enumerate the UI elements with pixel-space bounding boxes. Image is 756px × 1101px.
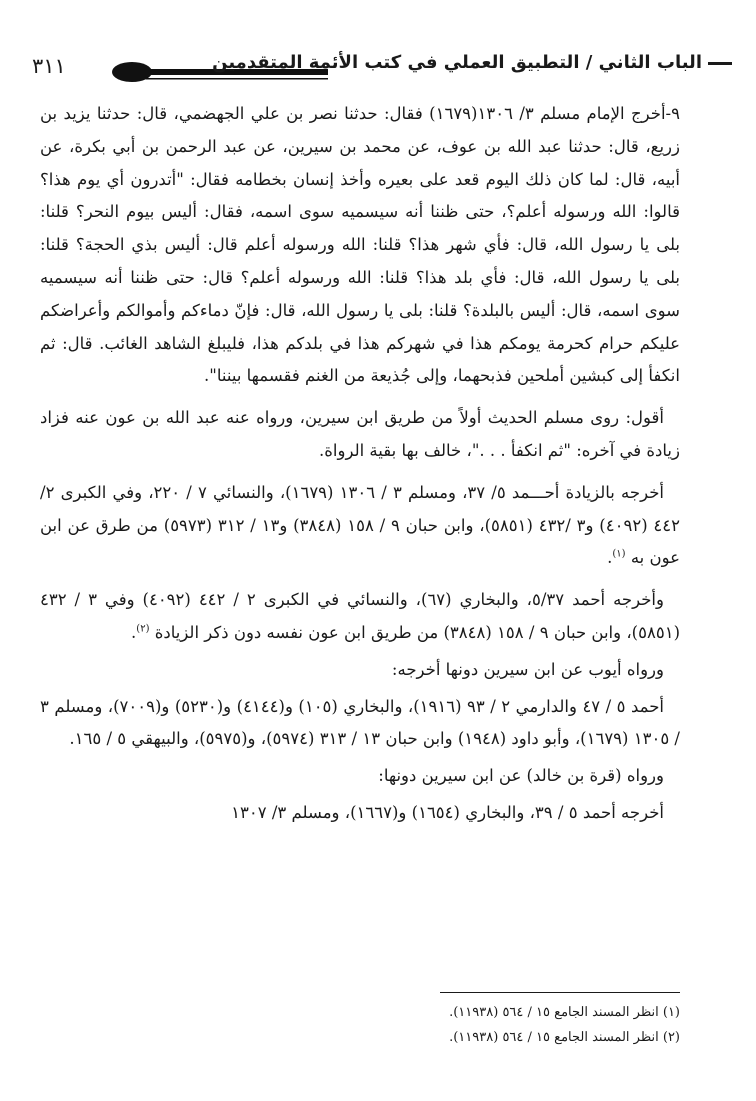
running-header [22, 46, 732, 94]
takhrij-without-addition-tail: . [131, 622, 137, 642]
takhrij-with-addition [40, 477, 680, 575]
takhrij-without-addition-text: وأخرجه أحمد ٥/٣٧، والبخاري (٦٧)، والنسائي في الكبرى ٢ / ٤٤٢ (٤٠٩٢) وفي ٣ / ٤٣٢ (٥٨٥١)، وابن حبان ٩ / ١٥٨ (٣٨٤٨) من طريق ابن عون نفسه دون ذكر الزيادة [40, 590, 680, 642]
main-text [40, 98, 680, 830]
takhrij-with-addition-text: أخرجه بالزيادة أحـــمد ٥/ ٣٧، ومسلم ٣ / ١٣٠٦ (١٦٧٩)، والنسائي ٧ / ٢٢٠، وفي الكبرى ٢/ ٤٤٢ (٤٠٩٢) و٣ /٤٣٢ (٥٨٥١)، وابن حبان ٩ / ١٥٨ (٣٨٤٨) و١٣ / ٣١٢ (٥٩٧٣) من طرق عن ابن عون به [40, 482, 681, 568]
footnote-1: (١) انظر المسند الجامع ١٥ / ٥٦٤ (١١٩٣٨). [449, 1005, 680, 1020]
footnote-separator [440, 992, 680, 993]
hadith-paragraph: ٩-أخرج الإمام مسلم ٣/ ١٣٠٦(١٦٧٩) فقال: حدثنا نصر بن علي الجهضمي، قال: حدثنا يزيد بن زريع، قال: حدثنا عبد الله بن عوف، عن محمد بن سيرين، عن عبد الرحمن بن أبي بكرة، عن أبيه، قال: لما كان ذلك اليوم قعد على بعيره وأخذ إنسان بخطامه فقال: "أتدرون أي يوم هذا؟ قالوا: الله ورسوله أعلم؟، حتى ظننا أنه سيسميه سوى اسمه، فقال: أليس بيوم النحر؟ قلنا: بلى يا رسول الله، قال: فأي شهر هذا؟ قلنا: الله ورسوله أعلم قال: أليس بذي الحجة؟ قلنا: بلى يا رسول الله، قال: فأي بلد هذا؟ قلنا: الله ورسوله أعلم؟ قال: حتى ظننا أنه سيسميه سوى اسمه، قال: أليس بالبلدة؟ قلنا: بلى يا رسول الله، قال: فإنّ دماءكم وأموالكم وأعراضكم عليكم حرام كحرمة يومكم هذا في شهركم هذا في بلدكم هذا، فليبلغ الشاهد الغائب. قال: ثم انكفأ إلى كبشين أملحين فذبحهما، وإلى جُذيعة من الغنم فقسمها بيننا". [40, 104, 681, 386]
ayyub-intro: ورواه أيوب عن ابن سيرين دونها أخرجه: [391, 659, 664, 679]
footnotes [80, 1000, 680, 1050]
footnote-ref-1: (١) [612, 548, 626, 560]
footnote-ref-2: (٢) [136, 623, 150, 635]
page-number: ٣١١ [32, 54, 66, 78]
comment-paragraph: أقول: روى مسلم الحديث أولاً من طريق ابن سيرين، ورواه عنه عبد الله بن عون عنه فزاد زيادة في آخره: "ثم انكفأ . . ."، خالف بها بقية الرواة. [40, 408, 680, 460]
takhrij-with-addition-tail: . [607, 548, 613, 568]
qurra-takhrij: أخرجه أحمد ٥ / ٣٩، والبخاري (١٦٥٤) و(١٦٦٧)، ومسلم ٣/ ١٣٠٧ [231, 802, 664, 822]
qurra-intro: ورواه (قرة بن خالد) عن ابن سيرين دونها: [378, 766, 664, 786]
ayyub-takhrij: أحمد ٥ / ٤٧ والدارمي ٢ / ٩٣ (١٩١٦)، والبخاري (١٠٥) و(٤١٤٤) و(٥٢٣٠) و(٧٠٠٩)، ومسلم ٣ / ١٣٠٥ (١٦٧٩)، وأبو داود (١٩٤٨) وابن حبان ١٣ / ٣١٣ (٥٩٧٤)، و(٥٩٧٥)، والبيهقي ٥ / ١٦٥. [40, 696, 680, 749]
running-title: الباب الثاني / التطبيق العملي في كتب الأئمة المتقدمين [212, 52, 702, 73]
header-dash [708, 62, 732, 65]
takhrij-without-addition [40, 584, 680, 650]
footnote-2: (٢) انظر المسند الجامع ١٥ / ٥٦٤ (١١٩٣٨). [449, 1030, 680, 1045]
